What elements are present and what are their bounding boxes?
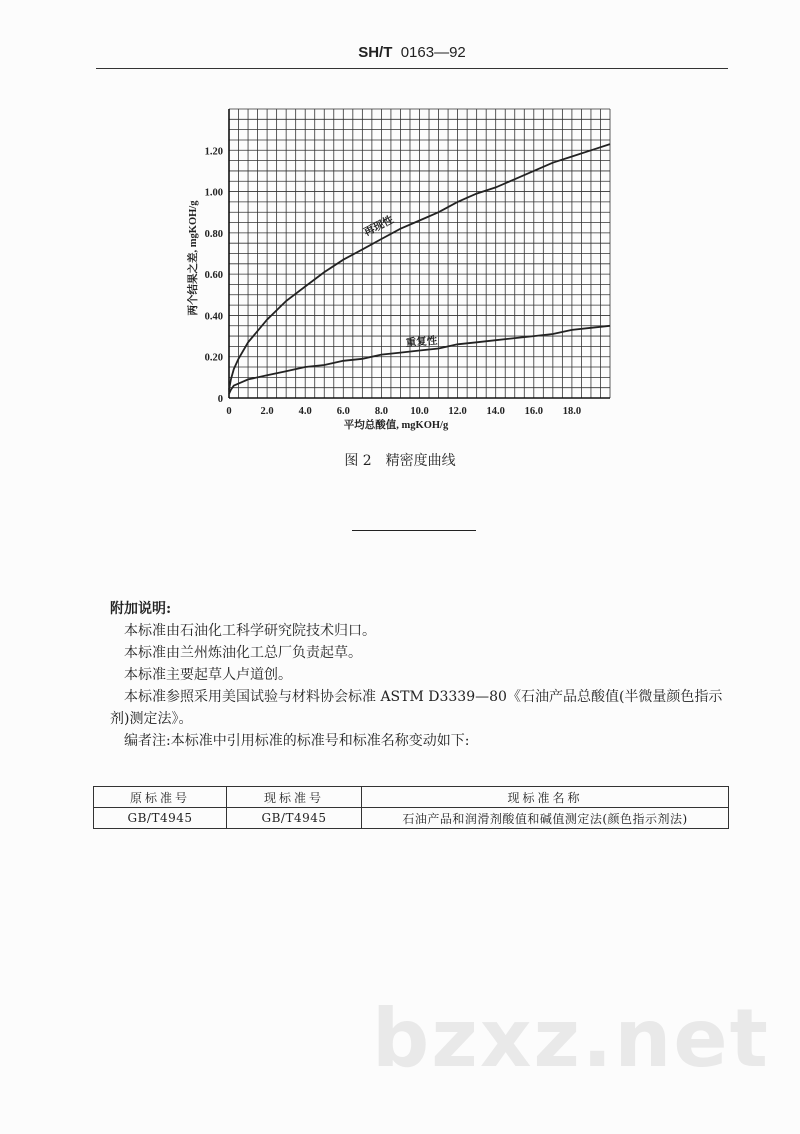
x-tick-label: 8.0 xyxy=(374,406,388,417)
x-axis-label: 平均总酸值, mgKOH/g xyxy=(343,420,449,431)
notes-line: 剂)测定法》。 xyxy=(110,711,193,727)
x-tick-label: 14.0 xyxy=(486,406,505,417)
table-header-row xyxy=(94,787,729,808)
y-tick-label: 0 xyxy=(217,394,223,405)
notes-line: 本标准由石油化工科学研究院技术归口。 xyxy=(124,623,376,639)
x-tick-label: 10.0 xyxy=(410,406,429,417)
watermark: bzxz.net xyxy=(372,992,770,1085)
table-header-cell: 现标准名称 xyxy=(362,787,729,808)
x-tick-label: 16.0 xyxy=(524,406,543,417)
table-header-cell: 现标准号 xyxy=(227,787,362,808)
notes-line: 本标准由兰州炼油化工总厂负责起草。 xyxy=(124,645,362,661)
repeatability-label: 重复性 xyxy=(405,335,438,350)
x-tick-label: 4.0 xyxy=(298,406,312,417)
x-tick-label: 18.0 xyxy=(562,406,582,417)
precision-chart xyxy=(0,0,800,440)
standard-number: 0163—92 xyxy=(400,44,466,61)
table-row xyxy=(94,808,729,829)
table-cell: GB/T4945 xyxy=(94,808,227,829)
additional-notes xyxy=(110,598,734,752)
x-tick-label: 6.0 xyxy=(336,406,350,417)
notes-line: 本标准主要起草人卢道创。 xyxy=(124,667,292,683)
reproducibility-label: 再现性 xyxy=(362,214,396,239)
y-tick-label: 0.60 xyxy=(204,270,223,282)
y-axis-label: 两个结果之差, mgKOH/g xyxy=(188,200,199,316)
y-tick-label: 0.40 xyxy=(204,311,223,323)
table-cell: 石油产品和润滑剂酸值和碱值测定法(颜色指示剂法) xyxy=(362,808,729,829)
x-tick-label: 2.0 xyxy=(260,406,274,417)
y-tick-label: 1.00 xyxy=(204,187,223,199)
table-cell: GB/T4945 xyxy=(227,808,362,829)
y-tick-label: 0.20 xyxy=(204,352,223,364)
standard-prefix: SH/T xyxy=(358,44,393,61)
x-tick-label: 0 xyxy=(226,406,232,417)
notes-line: 本标准参照采用美国试验与材料协会标准 ASTM D3339—80《石油产品总酸值(半微量颜色指示 xyxy=(124,689,723,705)
table-header-cell: 原标准号 xyxy=(94,787,227,808)
notes-line: 编者注:本标准中引用标准的标准号和标准名称变动如下: xyxy=(124,733,470,749)
x-tick-label: 12.0 xyxy=(448,406,467,417)
chart-grid xyxy=(229,109,610,398)
y-tick-label: 0.80 xyxy=(204,228,223,240)
figure-caption: 图 2 精密度曲线 xyxy=(344,453,456,469)
standard-table xyxy=(93,786,729,829)
end-rule xyxy=(352,530,476,531)
notes-title: 附加说明: xyxy=(110,601,172,617)
y-tick-label: 1.20 xyxy=(204,146,223,158)
